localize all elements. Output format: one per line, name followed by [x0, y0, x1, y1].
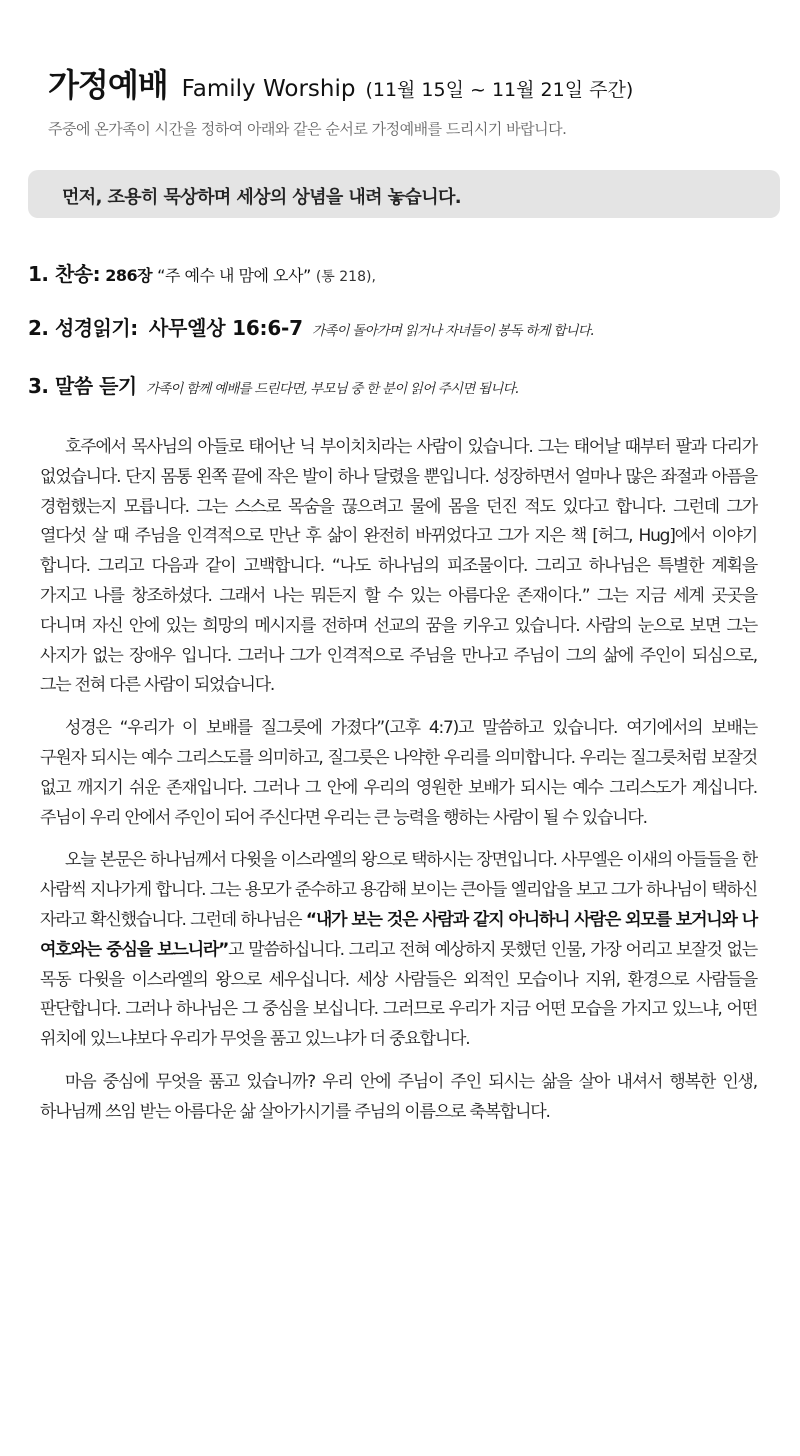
scripture-label: 2. 성경읽기: [28, 316, 138, 340]
title-korean: 가정예배 [48, 66, 168, 104]
message-paragraph: 성경은 “우리가 이 보배를 질그릇에 가졌다”(고후 4:7)고 말씀하고 있습니다. 여기에서의 보배는 구원자 되시는 예수 그리스도를 의미하고, 질그릇은 나약한 우리를 의미합니다. 우리는 질그릇처럼 보잘것 없고 깨지기 쉬운 존재입니다. 그러나 그 안에 우리의 영원한 보배가 되시는 예수 그리스도가 계십니다. 주님이 우리 안에서 주인이 되어 주신다면 우리는 큰 능력을 행하는 사람이 될 수 있습니다. [40, 718, 757, 828]
hymn-title: “주 예수 내 맘에 오사” [157, 266, 311, 285]
hymn-item [28, 258, 376, 287]
sermon-label: 3. 말씀 듣기 [28, 374, 137, 398]
scripture-passage: 사무엘상 16:6-7 [148, 316, 303, 340]
hymn-ref: (통 218), [315, 269, 376, 285]
page-title [48, 60, 633, 106]
title-english: Family Worship [181, 76, 356, 102]
message-paragraph [40, 846, 757, 1055]
meditation-text: 먼저, 조용히 묵상하며 세상의 상념을 내려 놓습니다. [62, 187, 462, 208]
message-paragraph: 마음 중심에 무엇을 품고 있습니까? 우리 안에 주님이 주인 되시는 삶을 살아 내셔서 행복한 인생, 하나님께 쓰임 받는 아름다운 삶 살아가시기를 주님의 이름으로 축복합니다. [40, 1071, 757, 1122]
sermon-item [28, 370, 518, 399]
scripture-item [28, 312, 593, 341]
scripture-quote: “내가 보는 것은 사람과 같지 아니하니 사람은 외모를 보거니와 나 여호와는 중심을 보느니라” [40, 909, 757, 960]
page-subtitle: 주중에 온가족이 시간을 정하여 아래와 같은 순서로 가정예배를 드리시기 바랍니다. [48, 120, 567, 138]
date-range: (11월 15일 ~ 11월 21일 주간) [365, 79, 634, 101]
meditation-banner [28, 170, 780, 218]
paragraph-text: 고 말씀하십니다. 그리고 전혀 예상하지 못했던 인물, 가장 어리고 보잘것 없는 목동 다윗을 이스라엘의 왕으로 세우십니다. 세상 사람들은 외적인 모습이나 지위, 환경으로 사람들을 판단합니다. 그러나 하나님은 그 중심을 보십니다. 그러므로 우리가 지금 어떤 모습을 가지고 있느냐, 어떤 위치에 있느냐보다 우리가 무엇을 품고 있느냐가 더 중요합니다. [40, 939, 757, 1050]
message-body [40, 433, 757, 1141]
hymn-label: 1. 찬송: [28, 262, 101, 286]
message-paragraph: 호주에서 목사님의 아들로 태어난 닉 부이치치라는 사람이 있습니다. 그는 태어날 때부터 팔과 다리가 없었습니다. 단지 몸통 왼쪽 끝에 작은 발이 하나 달렸을 뿐입니다. 성장하면서 얼마나 많은 좌절과 아픔을 경험했는지 모릅니다. 그는 스스로 목숨을 끊으려고 물에 몸을 던진 적도 있다고 합니다. 그런데 그가 열다섯 살 때 주님을 인격적으로 만난 후 삶이 완전히 바뀌었다고 그가 지은 책 [허그, Hug]에서 이야기 합니다. 그리고 다음과 같이 고백합니다. “나도 하나님의 피조물이다. 그리고 하나님은 특별한 계획을 가지고 나를 창조하셨다. 그래서 나는 뭐든지 할 수 있는 아름다운 존재이다.” 그는 지금 세계 곳곳을 다니며 자신 안에 있는 희망의 메시지를 전하며 선교의 꿈을 키우고 있습니다. 사람의 눈으로 보면 그는 사지가 없는 장애우 입니다. 그러나 그가 인격적으로 주님을 만나고 주님이 그의 삶에 주인이 되심으로, 그는 전혀 다른 사람이 되었습니다. [40, 437, 757, 696]
paragraph-text: 오늘 본문은 하나님께서 다윗을 이스라엘의 왕으로 택하시는 장면입니다. 사무엘은 이새의 아들들을 한 사람씩 지나가게 합니다. 그는 용모가 준수하고 용감해 보이는 큰아들 엘리압을 보고 그가 하나님이 택하신 자라고 확신했습니다. 그런데 하나님은 [40, 850, 757, 930]
hymn-number: 286장 [105, 266, 153, 285]
scripture-note: 가족이 돌아가며 읽거나 자녀들이 봉독 하게 합니다. [311, 323, 594, 339]
sermon-note: 가족이 함께 예배를 드린다면, 부모님 중 한 분이 읽어 주시면 됩니다. [145, 381, 519, 397]
